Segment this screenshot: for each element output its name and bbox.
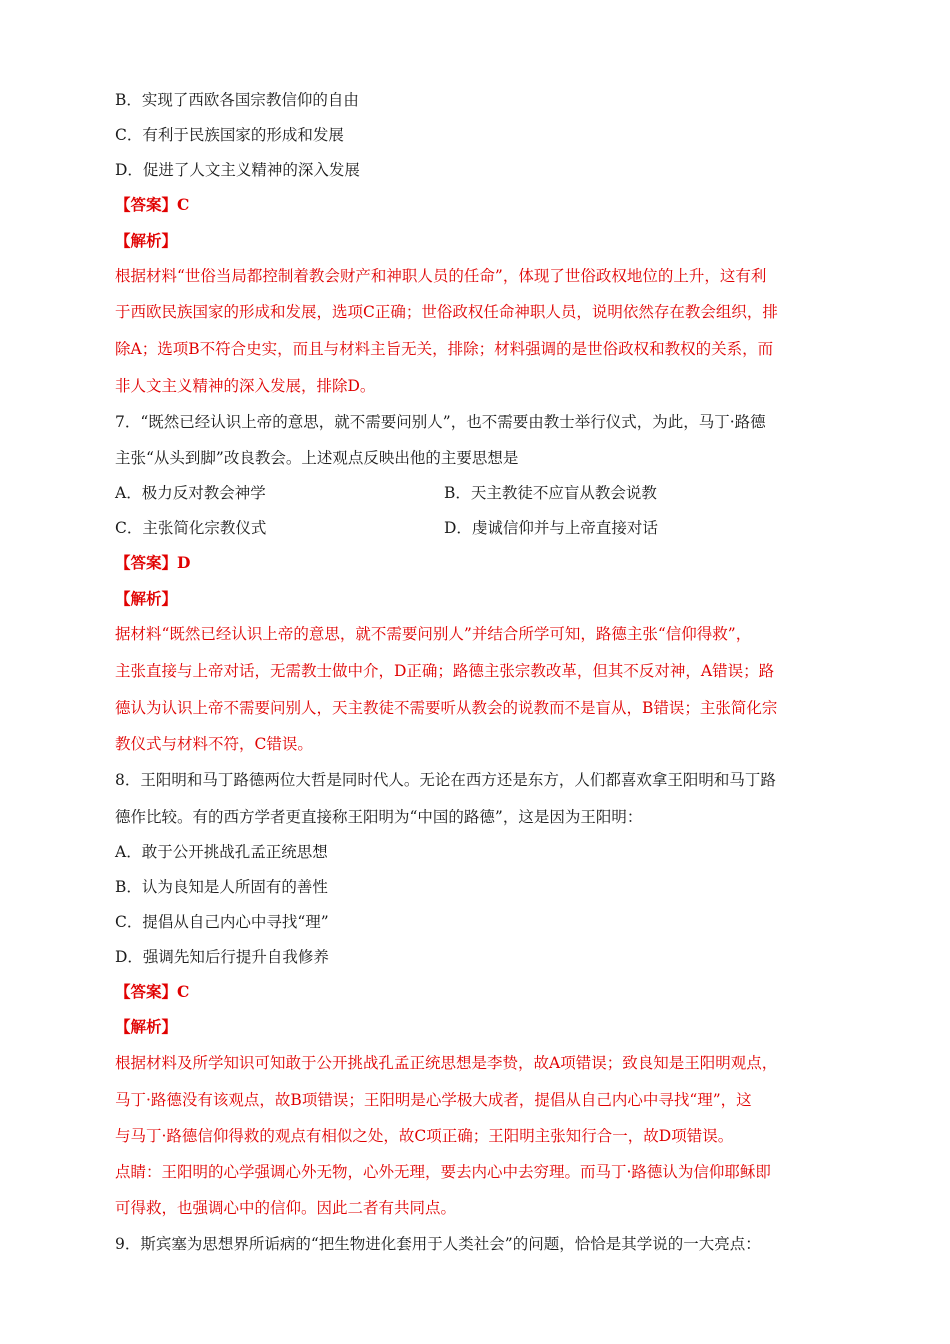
q7-option-d: D．虔诚信仰并与上帝直接对话 bbox=[444, 519, 658, 537]
q6-analysis-label: 【解析】 bbox=[115, 231, 178, 250]
q8-stem-line: 德作比较。有的西方学者更直接称王阳明为“中国的路德”，这是因为王阳明： bbox=[115, 808, 643, 826]
q6-analysis-line: 根据材料“世俗当局都控制着教会财产和神职人员的任命”，体现了世俗政权地位的上升，这有利 bbox=[115, 267, 767, 285]
q8-option-d: D．强调先知后行提升自我修养 bbox=[115, 948, 329, 966]
q7-answer: 【答案】D bbox=[115, 553, 191, 572]
q7-analysis-line: 教仪式与材料不符，C错误。 bbox=[115, 735, 313, 753]
q8-option-c: C．提倡从自己内心中寻找“理” bbox=[115, 913, 329, 931]
q8-stem-line: 8．王阳明和马丁路德两位大哲是同时代人。无论在西方还是东方，人们都喜欢拿王阳明和马丁路 bbox=[115, 771, 776, 789]
q8-analysis-line: 马丁·路德没有该观点，故B项错误；王阳明是心学极大成者，提倡从自己内心中寻找“理”，这 bbox=[115, 1091, 752, 1109]
q7-stem-line: 主张“从头到脚”改良教会。上述观点反映出他的主要思想是 bbox=[115, 449, 519, 467]
q6-option-b: B．实现了西欧各国宗教信仰的自由 bbox=[115, 91, 359, 109]
q8-analysis-line: 与马丁·路德信仰得救的观点有相似之处，故C项正确；王阳明主张知行合一，故D项错误。 bbox=[115, 1127, 734, 1145]
q8-analysis-label: 【解析】 bbox=[115, 1017, 178, 1036]
q7-stem-line: 7．“既然已经认识上帝的意思，就不需要问别人”，也不需要由教士举行仪式，为此，马丁·路德 bbox=[115, 413, 766, 431]
q7-analysis-line: 德认为认识上帝不需要问别人，天主教徒不需要听从教会的说教而不是盲从，B错误；主张简化宗 bbox=[115, 699, 778, 717]
q8-analysis-line: 可得救，也强调心中的信仰。因此二者有共同点。 bbox=[115, 1199, 457, 1217]
q7-option-c: C．主张简化宗教仪式 bbox=[115, 519, 267, 537]
q7-analysis-label: 【解析】 bbox=[115, 589, 178, 608]
q7-option-b: B．天主教徒不应盲从教会说教 bbox=[444, 484, 657, 502]
q7-analysis-line: 据材料“既然已经认识上帝的意思，就不需要问别人”并结合所学可知，路德主张“信仰得救”， bbox=[115, 625, 752, 643]
q8-option-a: A．敢于公开挑战孔孟正统思想 bbox=[115, 843, 328, 861]
q8-analysis-line: 根据材料及所学知识可知敢于公开挑战孔孟正统思想是李贽，故A项错误；致良知是王阳明观点， bbox=[115, 1054, 778, 1072]
q6-option-c: C．有利于民族国家的形成和发展 bbox=[115, 126, 344, 144]
q9-stem-line: 9．斯宾塞为思想界所诟病的“把生物进化套用于人类社会”的问题，恰恰是其学说的一大亮点： bbox=[115, 1235, 761, 1253]
q6-analysis-line: 于西欧民族国家的形成和发展，选项C正确；世俗政权任命神职人员，说明依然存在教会组织，排 bbox=[115, 303, 778, 321]
q6-analysis-line: 非人文主义精神的深入发展，排除D。 bbox=[115, 377, 376, 395]
q8-analysis-line: 点睛：王阳明的心学强调心外无物，心外无理，要去内心中去穷理。而马丁·路德认为信仰耶稣即 bbox=[115, 1163, 771, 1181]
q6-analysis-line: 除A；选项B不符合史实，而且与材料主旨无关，排除；材料强调的是世俗政权和教权的关系，而 bbox=[115, 340, 774, 358]
q8-answer: 【答案】C bbox=[115, 982, 190, 1001]
q6-answer: 【答案】C bbox=[115, 195, 190, 214]
q6-option-d: D．促进了人文主义精神的深入发展 bbox=[115, 161, 360, 179]
q7-analysis-line: 主张直接与上帝对话，无需教士做中介，D正确；路德主张宗教改革，但其不反对神，A错误；路 bbox=[115, 662, 775, 680]
q7-option-a: A．极力反对教会神学 bbox=[115, 484, 266, 502]
q8-option-b: B．认为良知是人所固有的善性 bbox=[115, 878, 328, 896]
